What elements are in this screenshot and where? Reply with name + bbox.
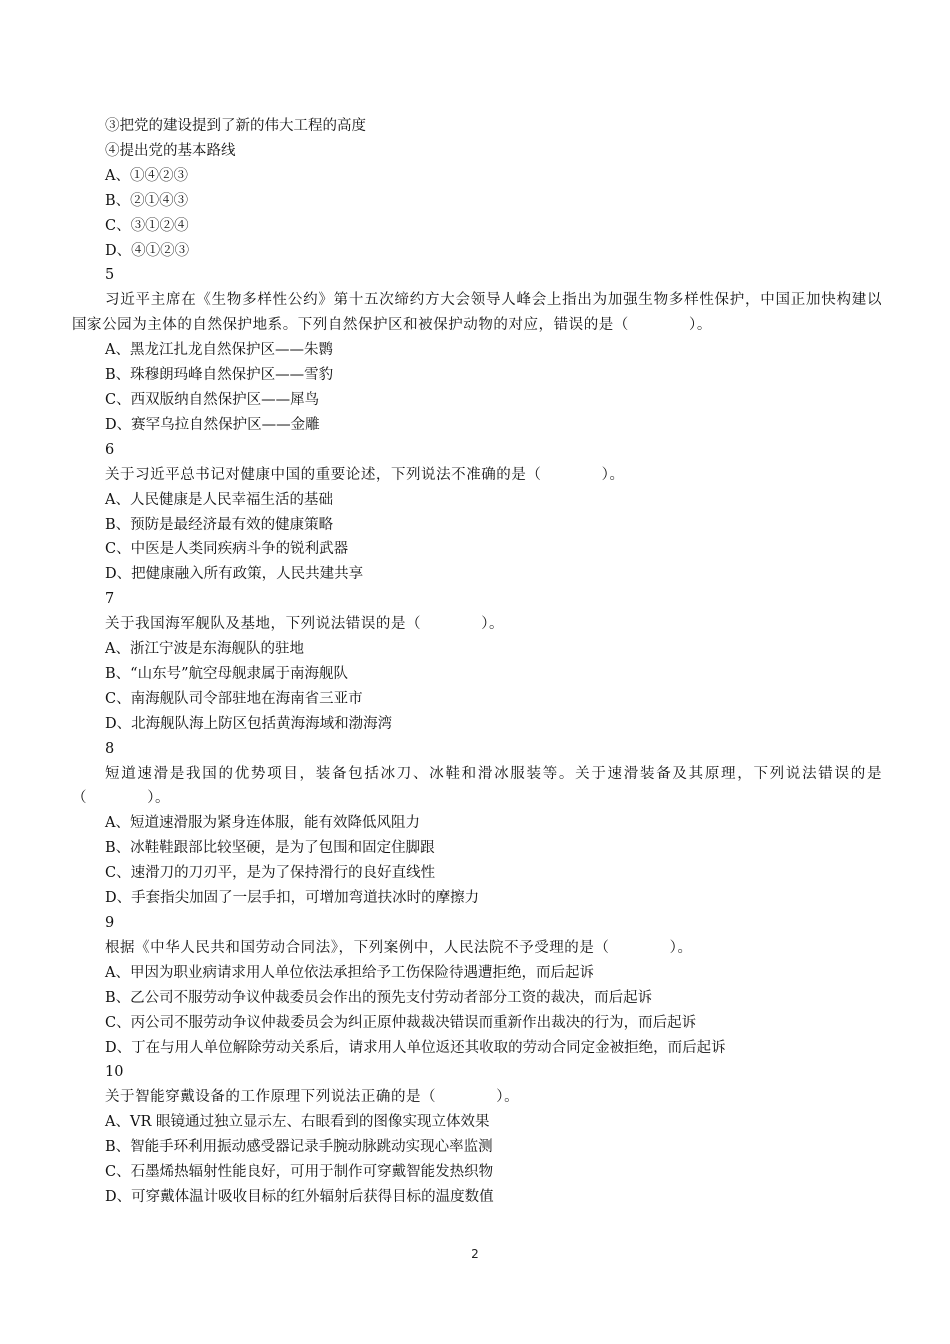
answer-option: B、珠穆朗玛峰自然保护区——雪豹 (105, 367, 334, 384)
answer-option: D、赛罕乌拉自然保护区——金雕 (105, 416, 320, 433)
answer-option: D、把健康融入所有政策，人民共建共享 (105, 566, 364, 583)
answer-option: C、南海舰队司令部驻地在海南省三亚市 (105, 690, 363, 707)
answer-option: A、浙江宁波是东海舰队的驻地 (105, 641, 304, 658)
answer-option: B、智能手环利用振动感受器记录手腕动脉跳动实现心率监测 (105, 1139, 493, 1156)
page-content (72, 114, 882, 1210)
question-stem: 习近平主席在《生物多样性公约》第十五次缔约方大会领导人峰会上指出为加强生物多样性保护，中国正加快构建以国家公园为主体的自然保护地系。下列自然保护区和被保护动物的对应，错误的是（ ）。 (72, 292, 882, 334)
answer-option: D、可穿戴体温计吸收目标的红外辐射后获得目标的温度数值 (105, 1188, 494, 1205)
answer-option: B、乙公司不服劳动争议仲裁委员会作出的预先支付劳动者部分工资的裁决，而后起诉 (105, 989, 653, 1006)
answer-option: D、手套指尖加固了一层手扣，可增加弯道扶冰时的摩擦力 (105, 890, 480, 907)
question-number: 9 (105, 915, 115, 931)
answer-option: D、④①②③ (105, 242, 190, 259)
page-number: 2 (471, 1247, 479, 1261)
answer-option: D、丁在与用人单位解除劳动关系后，请求用人单位返还其收取的劳动合同定金被拒绝，而后起诉 (105, 1039, 726, 1056)
answer-option: A、短道速滑服为紧身连体服，能有效降低风阻力 (105, 815, 420, 832)
answer-option: C、丙公司不服劳动争议仲裁委员会为纠正原仲裁裁决错误而重新作出裁决的行为，而后起诉 (105, 1014, 697, 1031)
answer-option: B、冰鞋鞋跟部比较坚硬，是为了包围和固定住脚跟 (105, 840, 435, 857)
answer-option: D、北海舰队海上防区包括黄海海域和渤海湾 (105, 715, 393, 732)
question-stem: 关于智能穿戴设备的工作原理下列说法正确的是（ ）。 (105, 1089, 520, 1106)
question-number: 10 (105, 1064, 124, 1081)
answer-option: B、预防是最经济最有效的健康策略 (105, 516, 334, 533)
question-stem: 短道速滑是我国的优势项目，装备包括冰刀、冰鞋和滑冰服装等。关于速滑装备及其原理，下列说法错误的是（ ）。 (72, 765, 882, 807)
answer-option: A、VR 眼镜通过独立显示左、右眼看到的图像实现立体效果 (105, 1114, 490, 1131)
list-item: ③把党的建设提到了新的伟大工程的高度 (105, 118, 366, 134)
question-stem: 根据《中华人民共和国劳动合同法》，下列案例中，人民法院不予受理的是（ ）。 (105, 939, 693, 956)
question-number: 8 (105, 740, 115, 757)
answer-option: C、西双版纳自然保护区——犀鸟 (105, 391, 320, 408)
answer-option: A、黑龙江扎龙自然保护区——朱鹮 (105, 342, 333, 359)
answer-option: B、②①④③ (105, 192, 189, 209)
answer-option: C、中医是人类同疾病斗争的锐利武器 (105, 541, 349, 558)
question-number: 6 (105, 441, 115, 458)
question-number: 5 (105, 267, 115, 284)
answer-option: A、①④②③ (105, 167, 188, 184)
answer-option: C、③①②④ (105, 217, 189, 234)
question-number: 7 (105, 591, 115, 608)
question-stem: 关于我国海军舰队及基地，下列说法错误的是（ ）。 (105, 616, 505, 633)
question-stem: 关于习近平总书记对健康中国的重要论述，下列说法不准确的是（ ）。 (105, 466, 625, 483)
answer-option: A、人民健康是人民幸福生活的基础 (105, 491, 333, 508)
answer-option: A、甲因为职业病请求用人单位依法承担给予工伤保险待遇遭拒绝，而后起诉 (105, 964, 594, 981)
answer-option: B、“山东号”航空母舰隶属于南海舰队 (105, 665, 348, 682)
answer-option: C、石墨烯热辐射性能良好，可用于制作可穿戴智能发热织物 (105, 1164, 494, 1181)
answer-option: C、速滑刀的刀刃平，是为了保持滑行的良好直线性 (105, 865, 436, 882)
list-item: ④提出党的基本路线 (105, 142, 236, 159)
